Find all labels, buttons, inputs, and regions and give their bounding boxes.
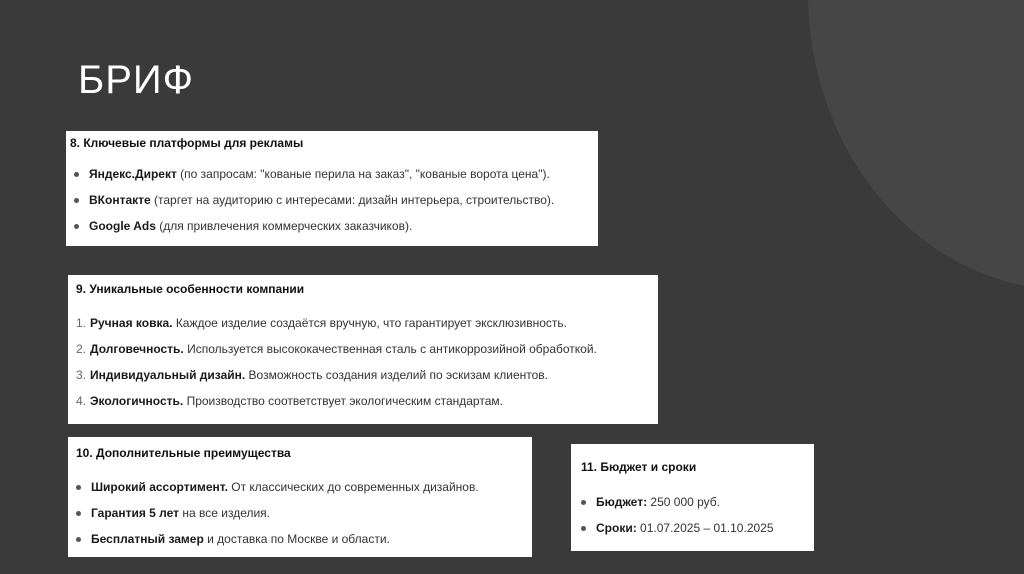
- item-number: 4.: [76, 394, 87, 408]
- feature-name: Ручная ковка.: [90, 316, 173, 330]
- advantage-desc: и доставка по Москве и области.: [203, 532, 390, 546]
- feature-name: Индивидуальный дизайн.: [90, 368, 246, 382]
- feature-desc: Каждое изделие создаётся вручную, что гарантирует эксклюзивность.: [172, 316, 567, 330]
- features-card: [68, 275, 658, 424]
- budget-value: 250 000 руб.: [647, 495, 721, 509]
- list-item: [68, 310, 597, 336]
- deadline-value: 01.07.2025 – 01.10.2025: [636, 521, 774, 535]
- list-item: [68, 500, 479, 526]
- list-item: [573, 489, 774, 515]
- features-heading: 9. Уникальные особенности компании: [76, 282, 305, 296]
- platform-desc: (по запросам: "кованые перила на заказ", "кованые ворота цена").: [176, 167, 550, 181]
- budget-card: [571, 444, 814, 551]
- list-item: [68, 336, 597, 362]
- feature-desc: Производство соответствует экологическим стандартам.: [183, 394, 503, 408]
- list-item: [66, 187, 554, 213]
- feature-name: Экологичность.: [90, 394, 184, 408]
- platforms-heading: 8. Ключевые платформы для рекламы: [70, 136, 304, 150]
- list-item: [68, 362, 597, 388]
- platforms-list: [66, 161, 554, 239]
- feature-name: Долговечность.: [90, 342, 184, 356]
- list-item: [68, 474, 479, 500]
- budget-heading: 11. Бюджет и сроки: [581, 460, 697, 474]
- feature-desc: Возможность создания изделий по эскизам клиентов.: [245, 368, 548, 382]
- list-item: [66, 213, 554, 239]
- slide-title: БРИФ: [78, 58, 195, 102]
- advantage-name: Бесплатный замер: [91, 532, 204, 546]
- platform-name: Google Ads: [89, 219, 156, 233]
- advantages-card: [68, 437, 532, 557]
- platform-name: Яндекс.Директ: [89, 167, 177, 181]
- advantage-name: Гарантия 5 лет: [91, 506, 180, 520]
- platform-desc: (для привлечения коммерческих заказчиков).: [155, 219, 413, 233]
- platform-desc: (таргет на аудиторию с интересами: дизайн интерьера, строительство).: [150, 193, 555, 207]
- list-item: [573, 515, 774, 541]
- background-shape: [808, 0, 1024, 290]
- list-item: [68, 526, 479, 552]
- list-item: [66, 161, 554, 187]
- advantage-name: Широкий ассортимент.: [91, 480, 228, 494]
- list-item: [68, 388, 597, 414]
- advantages-list: [68, 474, 479, 552]
- platform-name: ВКонтакте: [89, 193, 151, 207]
- budget-label: Бюджет:: [596, 495, 648, 509]
- feature-desc: Используется высококачественная сталь с антикоррозийной обработкой.: [183, 342, 597, 356]
- item-number: 3.: [76, 368, 87, 382]
- budget-list: [573, 489, 774, 541]
- advantage-desc: От классических до современных дизайнов.: [227, 480, 479, 494]
- features-list: [68, 310, 597, 414]
- deadline-label: Сроки:: [596, 521, 637, 535]
- advantages-heading: 10. Дополнительные преимущества: [76, 446, 291, 460]
- platforms-card: [66, 131, 598, 246]
- item-number: 2.: [76, 342, 87, 356]
- item-number: 1.: [76, 316, 87, 330]
- advantage-desc: на все изделия.: [179, 506, 271, 520]
